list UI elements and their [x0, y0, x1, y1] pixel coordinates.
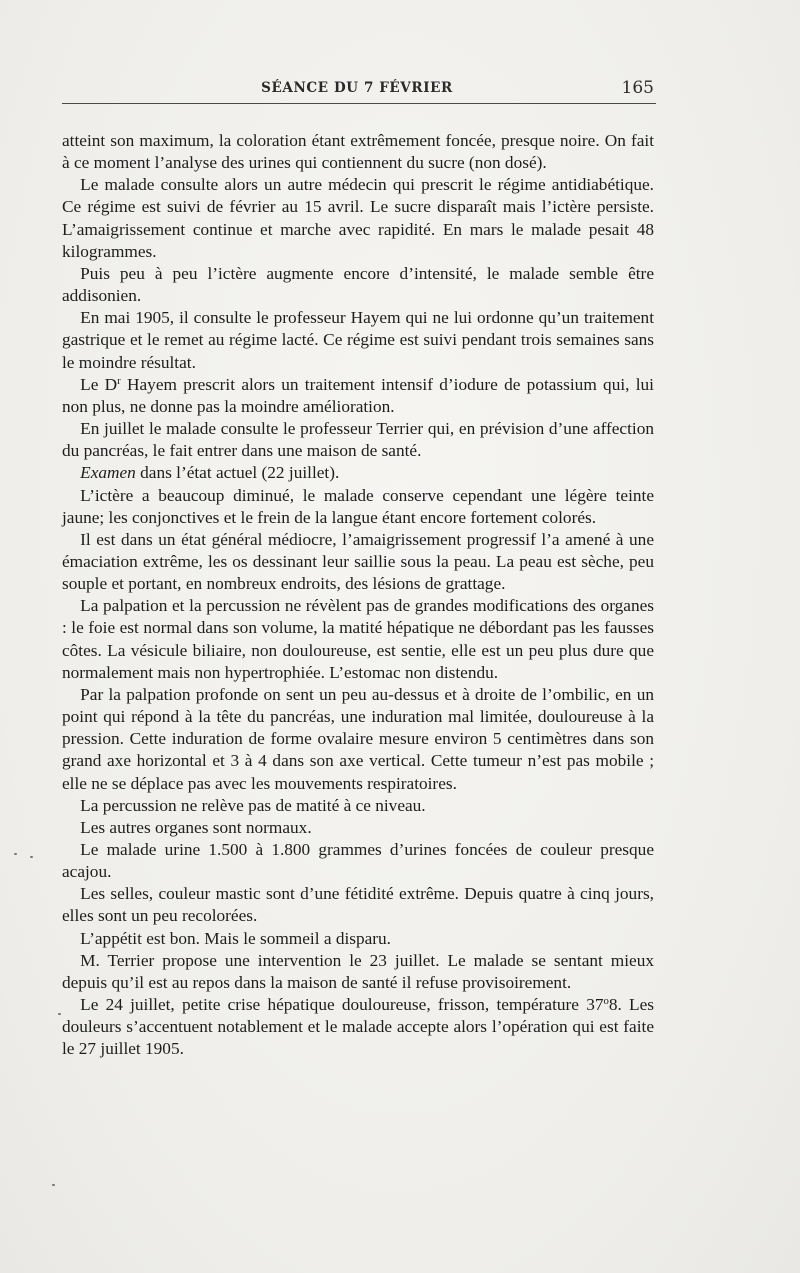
text-run: Le D — [80, 374, 118, 394]
body-text — [62, 130, 654, 1061]
paper-speck — [14, 853, 17, 855]
paper-speck — [30, 856, 33, 858]
paragraph: atteint son maximum, la coloration étant extrêmement foncée, presque noire. On fait à ce moment l’analyse des urines qui contiennent du sucre (non dosé). — [62, 131, 654, 173]
paragraph: La palpation et la percussion ne révèlent pas de grandes modifications des organes : le foie est normal dans son volume, la matité hépatique ne débordant pas les fausses côtes. La vésicule biliaire, non douloureuse, est sentie, elle est un peu plus dure que normalement mais non hypertrophiée. L’estomac non distendu. — [62, 596, 654, 682]
superscript: o — [603, 995, 609, 1008]
text-run: 8. Les douleurs s’accentuent notablement et le malade accepte alors l’opération qui est faite le 27 juillet 1905. — [62, 995, 654, 1059]
paragraph: En mai 1905, il consulte le professeur Hayem qui ne lui ordonne qu’un traitement gastrique et le remet au régime lacté. Ce régime est suivi pendant trois semaines sans le moindre résultat. — [62, 308, 654, 372]
superscript: r — [117, 374, 121, 387]
paragraph: Puis peu à peu l’ictère augmente encore d’intensité, le malade semble être addisonien. — [62, 263, 654, 306]
paragraph: Le malade urine 1.500 à 1.800 grammes d’urines foncées de couleur presque acajou. — [62, 840, 654, 882]
paragraph: Le malade consulte alors un autre médecin qui prescrit le régime antidiabétique. Ce régime est suivi de février au 15 avril. Le sucre disparaît mais l’ictère persiste. L’amaigrissement continue et marche avec rapidité. En mars le malade pesait 48 kilogrammes. — [62, 175, 654, 261]
text-run: Hayem prescrit alors un traitement intensif d’iodure de potassium qui, lui non plus, ne donne pas la moindre amélioration. — [62, 374, 654, 416]
paragraph — [62, 994, 654, 1060]
running-title: SÉANCE DU 7 FÉVRIER — [261, 80, 453, 96]
paragraph — [62, 462, 654, 484]
paragraph: M. Terrier propose une intervention le 23 juillet. Le malade se sentant mieux depuis qu’il est au repos dans la maison de santé il refuse provisoirement. — [62, 950, 654, 992]
paper-speck — [58, 1013, 61, 1015]
paragraph: Il est dans un état général médiocre, l’amaigrissement progressif l’a amené à une émaciation extrême, les os dessinant leur saillie sous la peau. La peau est sèche, peu souple et portant, en nombreux endroits, des lésions de grattage. — [62, 529, 654, 594]
paper-speck — [52, 1184, 55, 1186]
paragraph: Les selles, couleur mastic sont d’une fétidité extrême. Depuis quatre à cinq jours, elles sont un peu recolorées. — [62, 884, 654, 926]
page-header — [60, 78, 654, 102]
paragraph: L’ictère a beaucoup diminué, le malade conserve cependant une légère teinte jaune; les conjonctives et le frein de la langue étant encore fortement colorés. — [62, 485, 654, 527]
paragraph — [62, 374, 654, 418]
paragraph: Les autres organes sont normaux. — [80, 817, 312, 837]
header-rule — [62, 103, 656, 104]
paragraph: En juillet le malade consulte le professeur Terrier qui, en prévision d’une affection du pancréas, le fait entrer dans une maison de santé. — [62, 419, 654, 461]
paragraph: L’appétit est bon. Mais le sommeil a disparu. — [80, 928, 392, 948]
italic-term: Examen — [80, 463, 136, 483]
page-number: 165 — [621, 78, 654, 98]
paragraph: La percussion ne relève pas de matité à ce niveau. — [80, 795, 426, 815]
text-run: Le 24 juillet, petite crise hépatique douloureuse, frisson, température 37 — [80, 995, 604, 1015]
text-run: dans l’état actuel (22 juillet). — [135, 463, 340, 483]
paragraph: Par la palpation profonde on sent un peu au-dessus et à droite de l’ombilic, en un point qui répond à la tête du pancréas, une induration mal limitée, douloureuse à la pression. Cette induration de forme ovalaire mesure environ 5 centimètres dans son grand axe horizontal et 3 à 4 dans son axe vertical. Cette tumeur n’est pas mobile ; elle ne se déplace pas avec les mouvements respiratoires. — [62, 684, 654, 793]
